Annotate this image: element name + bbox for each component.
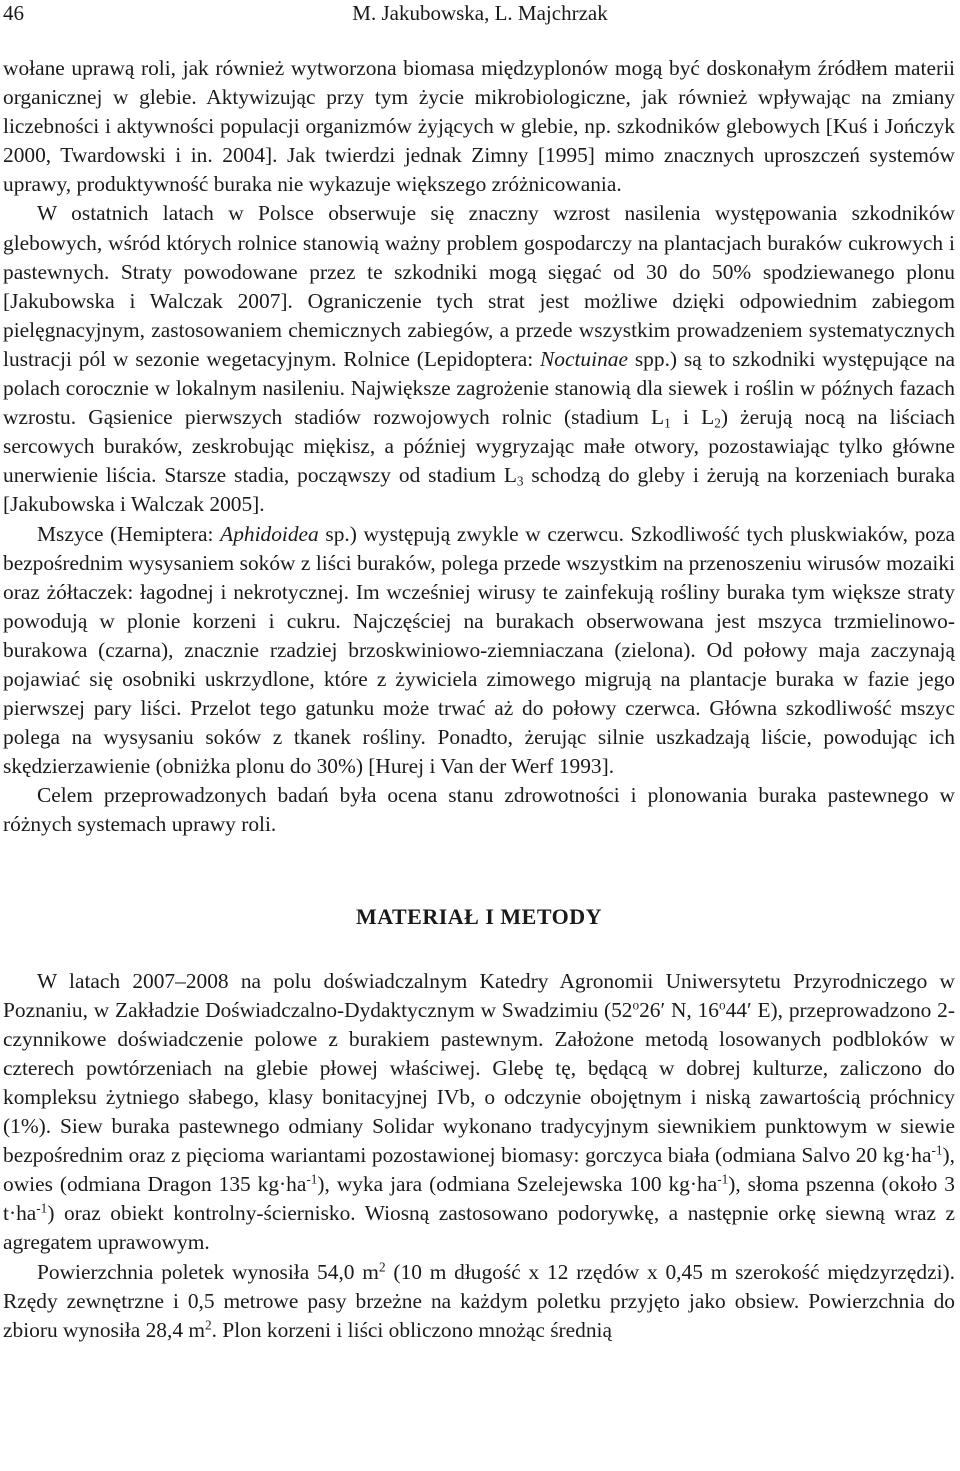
superscript: o: [718, 997, 726, 1013]
text-run: ), wyka jara (odmiana Szelejewska 100 kg·ha: [317, 1172, 718, 1197]
text-run: ) żerują nocą na liściach sercowych buraków, zeskrobując miękisz, a później wygryzając małe otwory, pozostawiając tylko główne unerwienie liścia. Starsze stadia, począwszy od stadium L: [3, 405, 955, 488]
text-run: ), słoma pszenna (około 3 t·ha: [3, 1172, 955, 1226]
text-run: (10 m długość x 12 rzędów x 0,45 m szerokość międzyrzędzi). Rzędy zewnętrzne i 0,5 metrowe pasy brzeżne na każdym poletku przyjęto jako obsiew. Powierzchnia do zbioru wynosiła 28,4 m: [3, 1259, 955, 1342]
superscript: -1: [717, 1171, 729, 1187]
paragraph-1: wołane uprawą roli, jak również wytworzona biomasa międzyplonów mogą być doskonałym źródłem materii organicznej w glebie. Aktywizując przy tym życie mikrobiologiczne, jak również wpływając na zmiany liczebności i aktywności populacji organizmów żyjących w glebie, np. szkodników glebowych [Kuś i Jończyk 2000, Twardowski i in. 2004]. Jak twierdzi jednak Zimny [1995] mimo znacznych uproszczeń systemów uprawy, produktywność buraka nie wykazuje większego zróżnicowania.: [3, 56, 955, 197]
text-run: ), owies (odmiana Dragon 135 kg·ha: [3, 1143, 955, 1197]
paragraph-5: [3, 967, 955, 1258]
body-text: [3, 54, 955, 1345]
subscript: 3: [516, 474, 524, 490]
text-run: sp.) występują zwykle w czerwcu. Szkodliwość tych pluskwiaków, poza bezpośrednim wysysaniem soków z liści buraków, polega przede wszystkim na przenoszeniu wirusów mozaiki oraz żółtaczek: łagodnej i nekrotycznej. Im wcześniej wirusy te zainfekują rośliny buraka tym większe straty powodują w plonie korzeni i cukru. Najczęściej na burakach obserwowana jest mszyca trzmielinowo-burakowa (czarna), znacznie rzadziej brzoskwiniowo-ziemniaczana (zielona). Od połowy maja zaczynają pojawiać się osobniki uskrzydlone, które z żywiciela zimowego migrują na plantacje buraka w fazie jego pierwszej pary liści. Przelot tego gatunku może trwać aż do połowy czerwca. Główna szkodliwość mszyc polega na wysysaniu soków z tkanek rośliny. Ponadto, żerując silnie uszkadzają liście, powodując ich skędzierzawienie (obniżka plonu do 30%) [Hurej i Van der Werf 1993].: [3, 521, 955, 779]
superscript: 2: [205, 1317, 212, 1333]
running-header-authors: M. Jakubowska, L. Majchrzak: [352, 1, 608, 25]
text-run: 26′ N, 16: [639, 997, 719, 1022]
superscript: 2: [378, 1259, 386, 1275]
page-number: 46: [3, 1, 24, 25]
paragraph-3: [3, 520, 955, 782]
text-run: Powierzchnia poletek wynosiła 54,0 m: [37, 1259, 379, 1284]
subscript: 2: [714, 415, 721, 431]
superscript: -1: [931, 1142, 943, 1158]
text-run: W ostatnich latach w Polsce obserwuje się znaczny wzrost nasilenia występowania szkodników glebowych, wśród których rolnice stanowią ważny problem gospodarczy na plantacjach buraków cukrowych i pastewnych. Straty powodowane przez te szkodniki mogą sięgać od 30 do 50% spodziewanego plonu [Jakubowska i Walczak 2007]. Ograniczenie tych strat jest możliwe dzięki odpowiednim zabiegom pielęgnacyjnym, zastosowaniem chemicznych zabiegów, a przede wszystkim prowadzeniem systematycznych lustracji pól w sezonie wegetacyjnym. Rolnice (Lepidoptera:: [3, 201, 955, 371]
section-heading: MATERIAŁ I METODY: [355, 903, 603, 929]
subscript: 1: [664, 415, 671, 431]
text-run: Mszyce (Hemiptera:: [37, 521, 221, 546]
running-header: [0, 0, 960, 28]
paragraph-2: [3, 199, 955, 519]
superscript: o: [632, 997, 640, 1013]
text-run: schodzą do gleby i żerują na korzeniach buraka [Jakubowska i Walczak 2005].: [3, 463, 955, 517]
superscript: -1: [36, 1201, 48, 1217]
superscript: -1: [306, 1171, 318, 1187]
text-run: W latach 2007–2008 na polu doświadczalnym Katedry Agronomii Uniwersytetu Przyrodniczego w Poznaniu, w Zakładzie Doświadczalno-Dydaktycznym w Swadzimiu (52: [3, 968, 955, 1022]
text-run: 44′ E), przeprowadzono 2-czynnikowe doświadczenie polowe z burakiem pastewnym. Założone metodą losowanych podbloków w czterech powtórzeniach na glebie płowej właściwej. Glebę tę, będącą w dobrej kulturze, zaliczono do kompleksu żytniego słabego, klasy bonitacyjnej IVb, o odczynie obojętnym i niską zawartością próchnicy (1%). Siew buraka pastewnego odmiany Solidar wykonano tradycyjnym siewnikiem punktowym w siewie bezpośrednim oraz z pięcioma wariantami pozostawionej biomasy: gorczyca biała (odmiana Salvo 20 kg·ha: [3, 997, 955, 1168]
text-run: ) oraz obiekt kontrolny-ściernisko. Wiosną zastosowano podorywkę, a następnie orkę siewną wraz z agregatem uprawowym.: [3, 1201, 955, 1255]
paragraph-4: Celem przeprowadzonych badań była ocena stanu zdrowotności i plonowania buraka pastewnego w różnych systemach uprawy roli.: [3, 783, 955, 837]
text-run: spp.) są to szkodniki występujące na polach corocznie w lokalnym nasileniu. Największe zagrożenie stanowią dla siewek i roślin w późnych fazach wzrostu. Gąsienice pierwszych stadiów rozwojowych rolnic (stadium L: [3, 346, 955, 430]
taxon-name: Noctuinae: [540, 346, 628, 371]
text-run: i L: [670, 405, 715, 430]
paragraph-6: [3, 1258, 955, 1345]
taxon-name: Aphidoidea: [220, 521, 319, 546]
text-run: . Plon korzeni i liści obliczono mnożąc średnią: [211, 1317, 612, 1342]
